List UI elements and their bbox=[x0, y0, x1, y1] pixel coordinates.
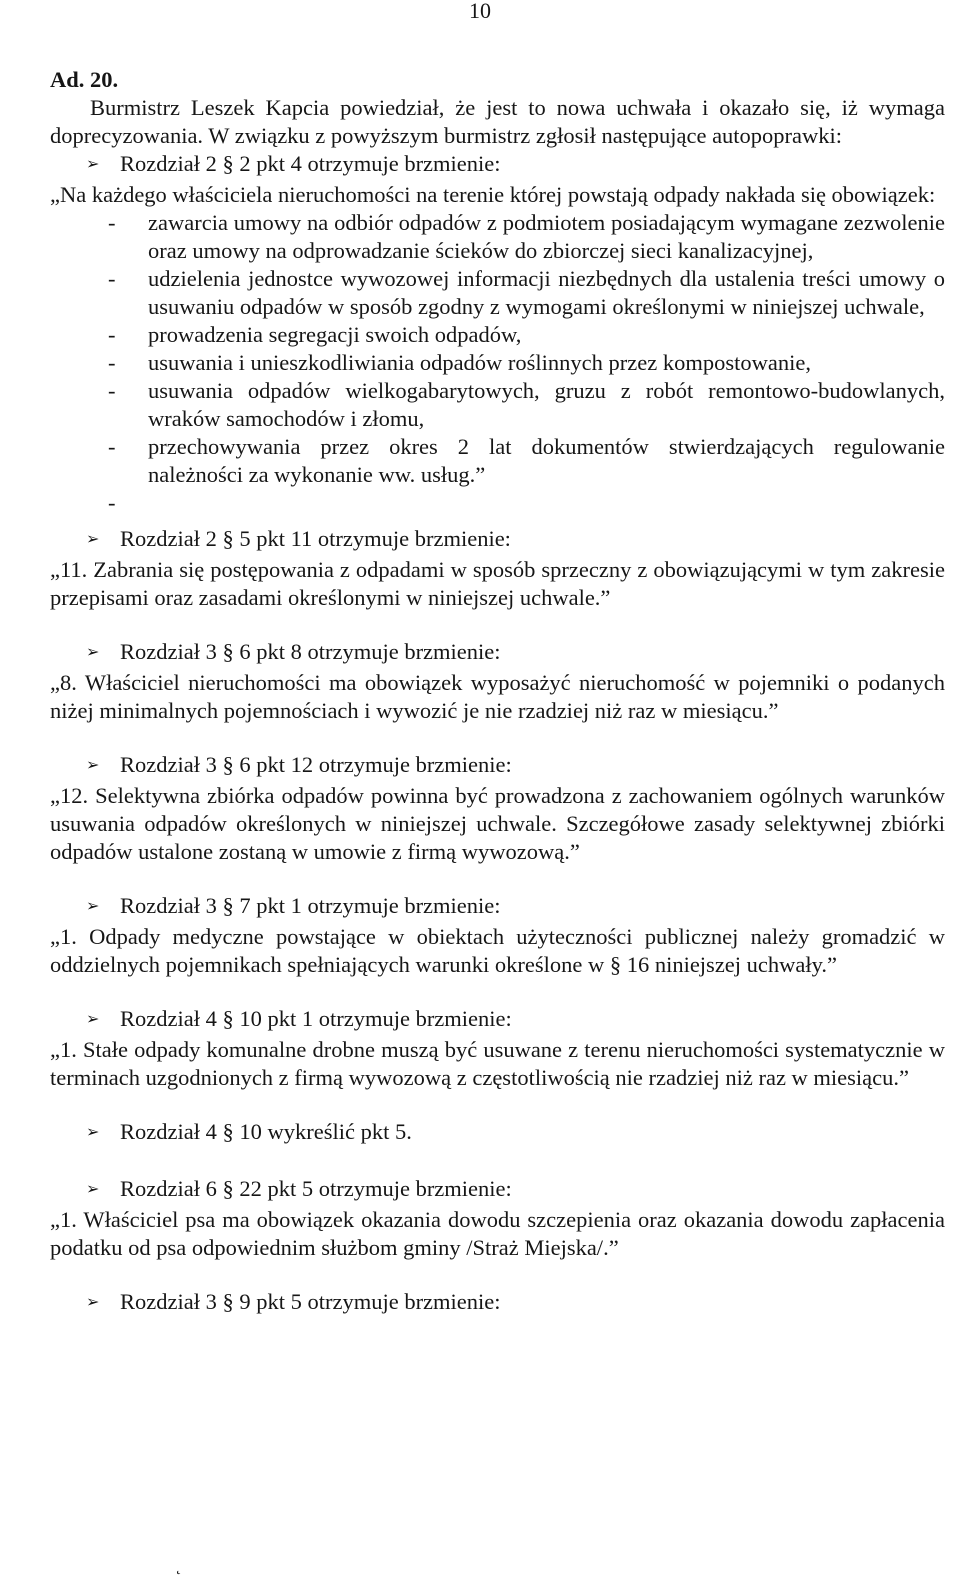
list-item bbox=[108, 433, 945, 489]
section-text-4: „1. Odpady medyczne powstające w obiektach użyteczności publicznej należy gromadzić w oddzielnych pojemnikach spełniających warunki określone w § 16 niniejszej uchwały.” bbox=[50, 924, 945, 977]
intro-paragraph: Burmistrz Leszek Kapcia powiedział, że jest to nowa uchwała i okazało się, iż wymaga doprecyzowania. W związku z powyższym burmistrz zgłosił następujące autopoprawki: bbox=[50, 95, 945, 148]
dash-bullet: - bbox=[108, 490, 116, 515]
list-item-text: zawarcia umowy na odbiór odpadów z podmiotem posiadającym wymagane zezwolenie oraz umowy na odprowadzanie ścieków do zbiorczej sieci kanalizacyjnej, bbox=[148, 210, 945, 263]
section-title-6 bbox=[86, 1118, 945, 1149]
list-item bbox=[108, 377, 945, 433]
list-item bbox=[108, 321, 945, 349]
arrow-bullet-icon: ➢ bbox=[86, 898, 100, 915]
list-item bbox=[108, 349, 945, 377]
arrow-bullet-icon: ➢ bbox=[86, 1181, 100, 1198]
section-title-text: Rozdział 3 § 7 pkt 1 otrzymuje brzmienie: bbox=[120, 893, 501, 918]
dash-bullet: - bbox=[108, 322, 116, 347]
obligations-list bbox=[50, 209, 945, 517]
section-text-1: „11. Zabrania się postępowania z odpadami w sposób sprzeczny z obowiązującymi w tym zakresie przepisami oraz zasadami określonymi w niniejszej uchwale.” bbox=[50, 557, 945, 610]
dash-bullet: - bbox=[108, 350, 116, 375]
section-title-5 bbox=[86, 1005, 945, 1036]
section-title-text: Rozdział 4 § 10 pkt 1 otrzymuje brzmienie: bbox=[120, 1006, 512, 1031]
document-body bbox=[50, 66, 945, 1319]
section-title-text: Rozdział 2 § 5 pkt 11 otrzymuje brzmienie: bbox=[120, 526, 511, 551]
section-title-7 bbox=[86, 1175, 945, 1206]
dash-bullet: - bbox=[108, 210, 116, 235]
list-item-text: udzielenia jednostce wywozowej informacji niezbędnych dla ustalenia treści umowy o usuwaniu odpadów w sposób zgodny z wymogami określonymi w niniejszej uchwale, bbox=[148, 266, 945, 319]
section-text-7: „1. Właściciel psa ma obowiązek okazania dowodu szczepienia oraz okazania dowodu zapłacenia podatku od psa odpowiednim służbom gminy /Straż Miejska/.” bbox=[50, 1207, 945, 1260]
section-text-3: „12. Selektywna zbiórka odpadów powinna być prowadzona z zachowaniem ogólnych warunków usuwania odpadów określonych w niniejszej uchwale. Szczegółowe zasady selektywnej zbiórki odpadów ustalone zostaną w umowie z firmą wywozową.” bbox=[50, 783, 945, 864]
section-title-4 bbox=[86, 892, 945, 923]
arrow-bullet-icon: ➢ bbox=[86, 757, 100, 774]
dash-bullet: - bbox=[108, 434, 116, 459]
section-title-0 bbox=[86, 150, 945, 181]
section-text-5: „1. Stałe odpady komunalne drobne muszą być usuwane z terenu nieruchomości systematycznie w terminach uzgodnionych z firmą wywozową z częstotliwością nie rzadziej niż raz w miesiącu.” bbox=[50, 1037, 945, 1090]
list-item-text bbox=[148, 489, 945, 517]
section-title-text: Rozdział 6 § 22 pkt 5 otrzymuje brzmienie: bbox=[120, 1176, 512, 1201]
arrow-bullet-icon: ➢ bbox=[86, 1294, 100, 1311]
page-number: 10 bbox=[469, 0, 491, 23]
arrow-bullet-icon: ➢ bbox=[86, 531, 100, 548]
list-item-text: przechowywania przez okres 2 lat dokumentów stwierdzających regulowanie należności za wykonanie ww. usług.” bbox=[148, 434, 945, 487]
section-title-2 bbox=[86, 638, 945, 669]
list-item bbox=[108, 489, 945, 517]
dash-bullet: - bbox=[108, 266, 116, 291]
section-title-1 bbox=[86, 525, 945, 556]
section-text-0: „Na każdego właściciela nieruchomości na terenie której powstają odpady nakłada się obowiązek: bbox=[50, 182, 936, 207]
arrow-bullet-icon: ➢ bbox=[86, 1124, 100, 1141]
list-item-text: usuwania odpadów wielkogabarytowych, gruzu z robót remontowo-budowlanych, wraków samochodów i złomu, bbox=[148, 378, 945, 431]
arrow-bullet-icon: ➢ bbox=[86, 644, 100, 661]
list-item-text: usuwania i unieszkodliwiania odpadów roślinnych przez kompostowanie, bbox=[148, 350, 811, 375]
footer-mark: ˛ bbox=[176, 1558, 182, 1575]
section-title-text: Rozdział 3 § 9 pkt 5 otrzymuje brzmienie: bbox=[120, 1289, 501, 1314]
arrow-bullet-icon: ➢ bbox=[86, 1011, 100, 1028]
list-item bbox=[108, 209, 945, 265]
section-title-8 bbox=[86, 1288, 945, 1319]
section-title-3 bbox=[86, 751, 945, 782]
agenda-heading: Ad. 20. bbox=[50, 67, 119, 92]
section-text-2: „8. Właściciel nieruchomości ma obowiązek wyposażyć nieruchomość w pojemniki o podanych niżej minimalnych pojemnościach i wywozić je nie rzadziej niż raz w miesiącu.” bbox=[50, 670, 945, 723]
arrow-bullet-icon: ➢ bbox=[86, 156, 100, 173]
section-title-text: Rozdział 4 § 10 wykreślić pkt 5. bbox=[120, 1119, 412, 1144]
dash-bullet: - bbox=[108, 378, 116, 403]
list-item-text: prowadzenia segregacji swoich odpadów, bbox=[148, 322, 522, 347]
section-title-text: Rozdział 3 § 6 pkt 12 otrzymuje brzmienie: bbox=[120, 752, 512, 777]
list-item bbox=[108, 265, 945, 321]
section-title-text: Rozdział 3 § 6 pkt 8 otrzymuje brzmienie: bbox=[120, 639, 501, 664]
section-title-text: Rozdział 2 § 2 pkt 4 otrzymuje brzmienie: bbox=[120, 151, 501, 176]
